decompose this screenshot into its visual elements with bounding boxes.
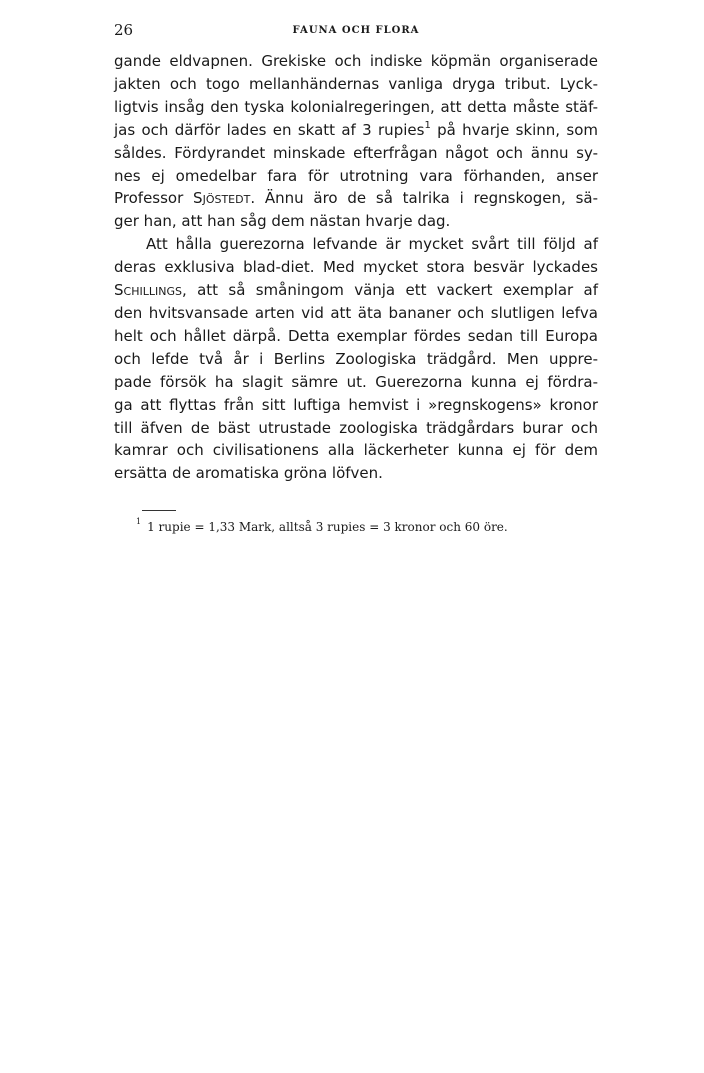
text-fragment: . Ännu äro de så talrika i regnskogen, sä-	[250, 189, 598, 208]
text-fragment: Professor	[114, 189, 184, 208]
text-line: pade försök ha slagit sämre ut. Guerezorna kunna ej fördra-	[114, 372, 598, 391]
text-line	[114, 119, 598, 142]
author-name: Sjöstedt	[193, 189, 251, 208]
footnote-text: 1 rupie = 1,33 Mark, alltså 3 rupies = 3 kronor och 60 öre.	[147, 520, 508, 534]
footnote-mark: 1	[136, 517, 142, 526]
text-line: ligtvis insåg den tyska kolonialregeringen, att detta måste stäf-	[114, 97, 598, 116]
text-line: ersätta de aromatiska gröna löfven.	[114, 464, 383, 483]
text-line: nes ej omedelbar fara för utrotning vara förhanden, anser	[114, 166, 598, 185]
running-title: FAUNA OCH FLORA	[292, 25, 420, 36]
footnote	[136, 518, 508, 536]
text-line	[114, 279, 598, 302]
text-line: den hvitsvansade arten vid att äta bananer och slutligen lefva	[114, 303, 598, 322]
text-line: jakten och togo mellanhändernas vanliga dryga tribut. Lyck-	[114, 74, 598, 93]
text-line: Att hålla guerezorna lefvande är mycket svårt till följd af	[146, 235, 598, 254]
text-line: till äfven de bäst utrustade zoologiska trädgårdars burar och	[114, 418, 598, 437]
text-fragment: , att så småningom vänja ett vackert exemplar af	[181, 281, 598, 300]
text-line: ger han, att han såg dem nästan hvarje dag.	[114, 212, 451, 231]
text-line: helt och hållet därpå. Detta exemplar fördes sedan till Europa	[114, 326, 598, 345]
text-fragment: jas och därför lades en skatt af 3 rupies	[114, 120, 425, 139]
page-number: 26	[114, 21, 134, 39]
text-line: kamrar och civilisationens alla läckerheter kunna ej för dem	[114, 441, 598, 460]
body-text	[114, 50, 598, 485]
text-line: gande eldvapnen. Grekiske och indiske köpmän organiserade	[114, 52, 598, 70]
footnote-divider	[142, 510, 176, 511]
footnote-reference: 1	[424, 119, 431, 131]
text-line	[114, 187, 598, 210]
running-head	[114, 20, 598, 40]
text-line: såldes. Fördyrandet minskade efterfrågan något och ännu sy-	[114, 143, 598, 162]
author-name: Schillings	[114, 281, 182, 300]
text-fragment: på hvarje skinn, som	[437, 120, 599, 139]
text-line: deras exklusiva blad-diet. Med mycket stora besvär lyckades	[114, 258, 598, 277]
text-line: ga att flyttas från sitt luftiga hemvist i »regnskogens» kronor	[114, 395, 598, 414]
text-line: och lefde två år i Berlins Zoologiska trädgård. Men uppre-	[114, 349, 598, 368]
